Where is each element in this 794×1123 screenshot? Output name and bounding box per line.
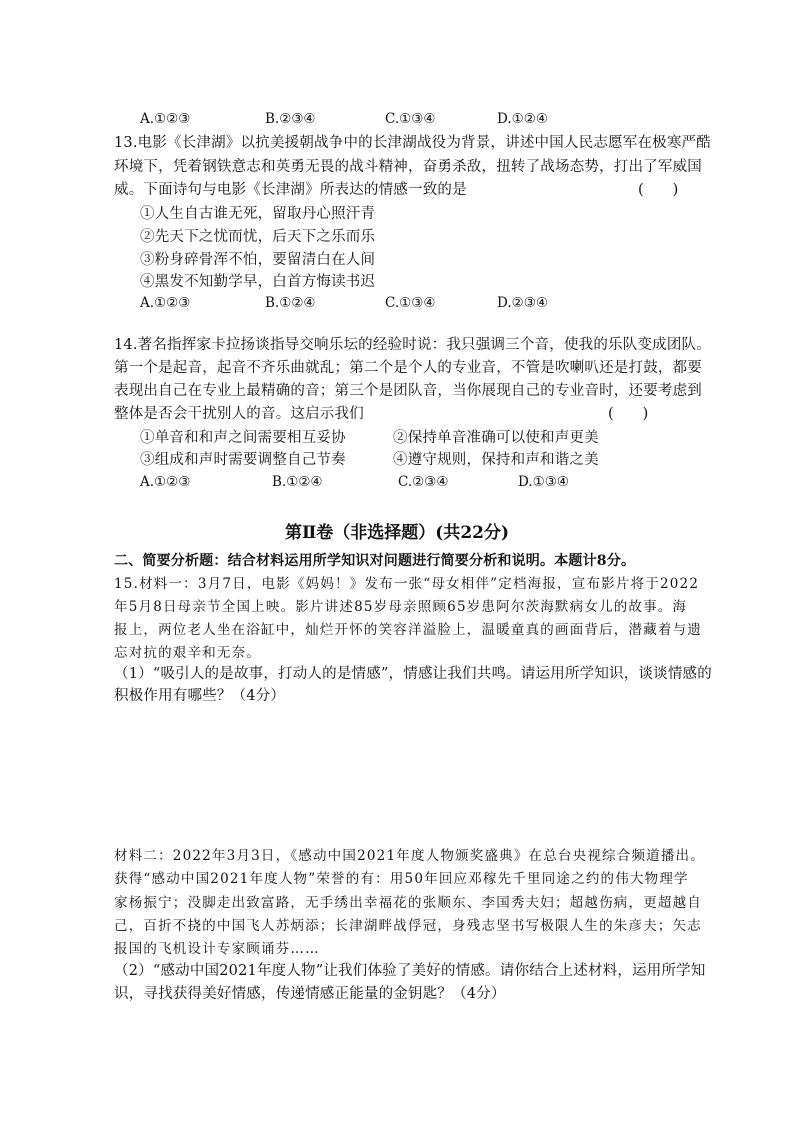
q12-option-a: A.①②③ <box>140 111 191 127</box>
q15-material1-line-1: 15.材料一：3月7日，电影《妈妈！》发布一张“母女相伴”定档海报，宣布影片将于2022 <box>114 576 700 592</box>
q15-material2-line-1: 材料二：2022年3月3日，《感动中国2021年度人物颁奖盛典》在总台央视综合频道播出。 <box>114 848 705 864</box>
q13-stem-line-3: 威。下面诗句与电影《长津湖》所表达的情感一致的是 <box>114 182 467 198</box>
q14-option-a: A.①②③ <box>140 474 191 490</box>
q15-material2-line-5: 报国的飞机设计专家顾诵芬…… <box>114 941 320 957</box>
q13-item-2: ②先天下之忧而忧，后天下之乐而乐 <box>140 229 376 245</box>
q13-option-d: D.②③④ <box>497 295 548 311</box>
q15-material2-line-3: 家杨振宁；没脚走出致富路，无手绣出幸福花的张顺东、李国秀夫妇；超越伤病，更超越自 <box>114 895 702 911</box>
q13-option-b: B.①②④ <box>265 295 316 311</box>
q15-material1-line-3: 报上，两位老人坐在浴缸中，灿烂开怀的笑容洋溢脸上，温暖童真的画面背后，潜藏着与遗 <box>114 622 702 638</box>
q14-item-4: ④遵守规则，保持和声和谐之美 <box>393 452 599 468</box>
q15-material1-line-2: 年5月8日母亲节全国上映。影片讲述85岁母亲照顾65岁患阿尔茨海默病女儿的故事。海 <box>114 599 688 615</box>
q13-stem-line-2: 环境下，凭着钢铁意志和英勇无畏的战斗精神，奋勇杀敌，扭转了战场态势，打出了军威国 <box>114 159 702 175</box>
q12-option-c: C.①③④ <box>385 111 436 127</box>
q12-option-b: B.②③④ <box>265 111 316 127</box>
q13-item-1: ①人生自古谁无死，留取丹心照汗青 <box>140 206 376 222</box>
q15-question-1-line-2: 积极作用有哪些？（4分） <box>114 688 286 704</box>
q13-option-c: C.①③④ <box>385 295 436 311</box>
q15-material1-line-4: 忘对抗的艰辛和无奈。 <box>114 645 261 661</box>
q15-question-2-line-2: 识，寻找获得美好情感，传递情感正能量的金钥匙？（4分） <box>114 986 506 1002</box>
q14-item-3: ③组成和声时需要调整自己节奏 <box>140 452 346 468</box>
q14-item-2: ②保持单音准确可以使和声更美 <box>393 430 599 446</box>
q14-item-1: ①单音和和声之间需要相互妥协 <box>140 430 346 446</box>
q14-stem-line-2: 第一个是起音，起音不齐乐曲就乱；第二个是个人的专业音，不管是吹喇叭还是打鼓，都要 <box>114 360 702 376</box>
q13-option-a: A.①②③ <box>140 295 191 311</box>
q13-item-3: ③粉身碎骨浑不怕，要留清白在人间 <box>140 252 376 268</box>
q15-question-2-line-1: （2）“感动中国2021年度人物”让我们体验了美好的情感。请你结合上述材料，运用所学知 <box>114 963 706 979</box>
q14-option-d: D.①③④ <box>518 474 569 490</box>
q12-option-d: D.①②④ <box>497 111 548 127</box>
q14-stem-line-4: 整体是否会干扰别人的音。这启示我们 <box>114 406 364 422</box>
q14-option-b: B.①②④ <box>272 474 323 490</box>
q13-item-4: ④黑发不知勤学早，白首方悔读书迟 <box>140 274 376 290</box>
q14-option-c: C.②③④ <box>398 474 449 490</box>
q13-answer-paren: ( ) <box>638 182 679 198</box>
q14-stem-line-3: 表现出自己在专业上最精确的音；第三个是团队音，当你展现自己的专业音时，还要考虑到 <box>114 383 702 399</box>
q15-material2-line-4: 己，百折不挠的中国飞人苏炳添；长津湖畔战俘冠，身残志坚书写极限人生的朱彦夫；矢志 <box>114 918 702 934</box>
section-2-heading: 二、简要分析题：结合材料运用所学知识对问题进行简要分析和说明。本题计8分。 <box>114 553 636 569</box>
section-2-title: 第Ⅱ卷（非选择题）(共22分) <box>284 523 510 543</box>
q14-stem-line-1: 14.著名指挥家卡拉扬谈指导交响乐坛的经验时说：我只强调三个音，使我的乐队变成团队。 <box>114 337 711 353</box>
q15-question-1-line-1: （1）“吸引人的是故事，打动人的是情感”，情感让我们共鸣。请运用所学知识，谈谈情感的 <box>114 666 712 682</box>
q15-material2-line-2: 获得“感动中国2021年度人物”荣誉的有：用50年回应邓稼先千里同途之约的伟大物理学 <box>114 871 689 887</box>
q14-answer-paren: ( ) <box>608 406 649 422</box>
q13-stem-line-1: 13.电影《长津湖》以抗美援朝战争中的长津湖战役为背景，讲述中国人民志愿军在极寒严酷 <box>114 135 711 151</box>
